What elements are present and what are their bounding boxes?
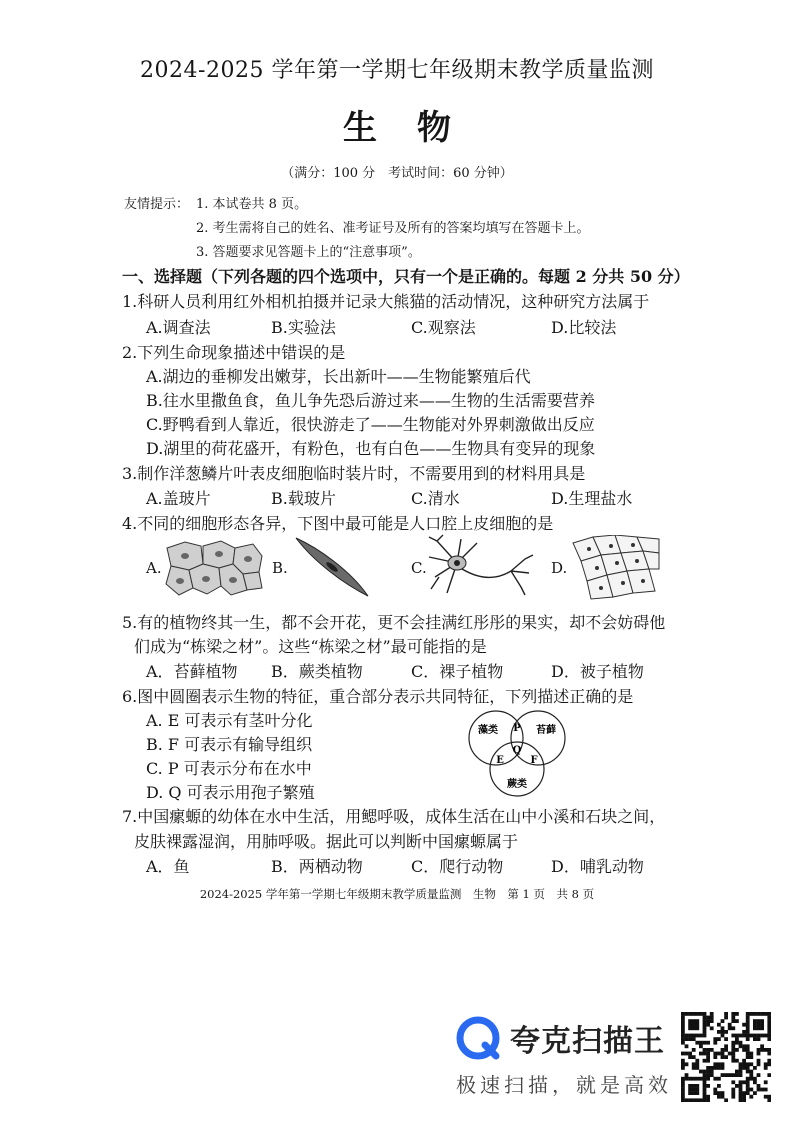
question-stem: 3.制作洋葱鳞片叶表皮细胞临时装片时，不需要用到的材料用具是 (122, 464, 586, 483)
qr-code-icon (681, 1012, 771, 1102)
neuron-figure (425, 533, 535, 601)
tip-item: 2. 考生需将自己的姓名、准考证号及所有的答案均填写在答题卡上。 (196, 221, 590, 236)
option: C.观察法 (411, 318, 476, 337)
option: D.生理盐水 (551, 489, 633, 508)
venn-label: 藻类 (478, 725, 498, 736)
option: B.实验法 (271, 318, 336, 337)
option: D.比较法 (551, 318, 617, 337)
tip-item: 1. 本试卷共 8 页。 (196, 197, 308, 212)
quark-logo-icon (455, 1015, 501, 1061)
option: D. Q 可表示用孢子繁殖 (146, 783, 315, 802)
option: A. (146, 559, 162, 577)
venn-letter: P (513, 723, 521, 734)
watermark-brand: 夸克扫描王 (510, 1024, 665, 1059)
question-stem: 们成为“栋梁之材”。这些“栋梁之材”最可能指的是 (134, 637, 487, 656)
plant-cells-figure (571, 535, 661, 601)
venn-diagram (458, 708, 576, 800)
option: C. P 可表示分布在水中 (146, 759, 312, 778)
watermark-slogan: 极速扫描，就是高效 (456, 1073, 672, 1097)
tips-label: 友情提示： (124, 197, 190, 212)
question-stem: 皮肤裸露湿润，用肺呼吸。据此可以判断中国瘰螈属于 (134, 832, 519, 851)
option: B．两栖动物 (271, 857, 363, 876)
venn-letter: Q (512, 745, 522, 756)
subject-title: 生物 (343, 108, 491, 148)
exam-title: 2024-2025 学年第一学期七年级期末教学质量监测 (140, 58, 654, 83)
option: A.湖边的垂柳发出嫩芽，长出新叶——生物能繁殖后代 (146, 367, 531, 386)
option: A．苔藓植物 (146, 662, 238, 681)
epithelial-cells-figure (163, 538, 265, 598)
option: C.野鸭看到人靠近，很快游走了——生物能对外界刺激做出反应 (146, 415, 595, 434)
question-stem: 5.有的植物终其一生，都不会开花，更不会挂满红彤彤的果实，却不会妨碍他 (122, 613, 666, 632)
venn-label: 苔藓 (536, 725, 556, 736)
option: B．蕨类植物 (271, 662, 363, 681)
question-stem: 6.图中圆圈表示生物的特征，重合部分表示共同特征，下列描述正确的是 (122, 687, 634, 706)
question-stem: 4.不同的细胞形态各异，下图中最可能是人口腔上皮细胞的是 (122, 514, 554, 533)
option: D．哺乳动物 (551, 857, 644, 876)
question-stem: 7.中国瘰螈的幼体在水中生活，用鳃呼吸，成体生活在山中小溪和石块之间， (122, 807, 666, 826)
option: B. (272, 559, 288, 577)
option: A．鱼 (146, 857, 190, 876)
page-footer: 2024-2025 学年第一学期七年级期末教学质量监测 生物 第 1 页 共 8 页 (199, 887, 595, 901)
option: A. E 可表示有茎叶分化 (146, 711, 313, 730)
venn-letter: E (496, 755, 504, 766)
option: D.湖里的荷花盛开，有粉色，也有白色——生物具有变异的现象 (146, 439, 596, 458)
option: C．裸子植物 (411, 662, 504, 681)
option: A.盖玻片 (146, 489, 211, 508)
option: C. (411, 559, 427, 577)
venn-circle-moss (511, 711, 565, 765)
option: C.清水 (411, 489, 460, 508)
question-stem: 1.科研人员利用红外相机拍摄并记录大熊猫的活动情况，这种研究方法属于 (122, 292, 650, 311)
option: B.载玻片 (271, 489, 336, 508)
option: B.往水里撒鱼食，鱼儿争先恐后游过来——生物的生活需要营养 (146, 391, 595, 410)
question-stem: 2.下列生命现象描述中错误的是 (122, 343, 346, 362)
tip-item: 3. 答题要求见答题卡上的“注意事项”。 (196, 245, 421, 260)
exam-meta: （满分：100 分 考试时间：60 分钟） (281, 166, 513, 181)
muscle-cell-figure (292, 534, 372, 600)
option: B. F 可表示有输导组织 (146, 735, 313, 754)
option: D. (551, 559, 568, 577)
option: D．被子植物 (551, 662, 644, 681)
venn-letter: F (530, 755, 538, 766)
option: C．爬行动物 (411, 857, 504, 876)
option: A.调查法 (146, 318, 211, 337)
section-heading: 一、选择题（下列各题的四个选项中，只有一个是正确的。每题 2 分共 50 分） (122, 267, 690, 286)
venn-label: 蕨类 (507, 779, 527, 790)
